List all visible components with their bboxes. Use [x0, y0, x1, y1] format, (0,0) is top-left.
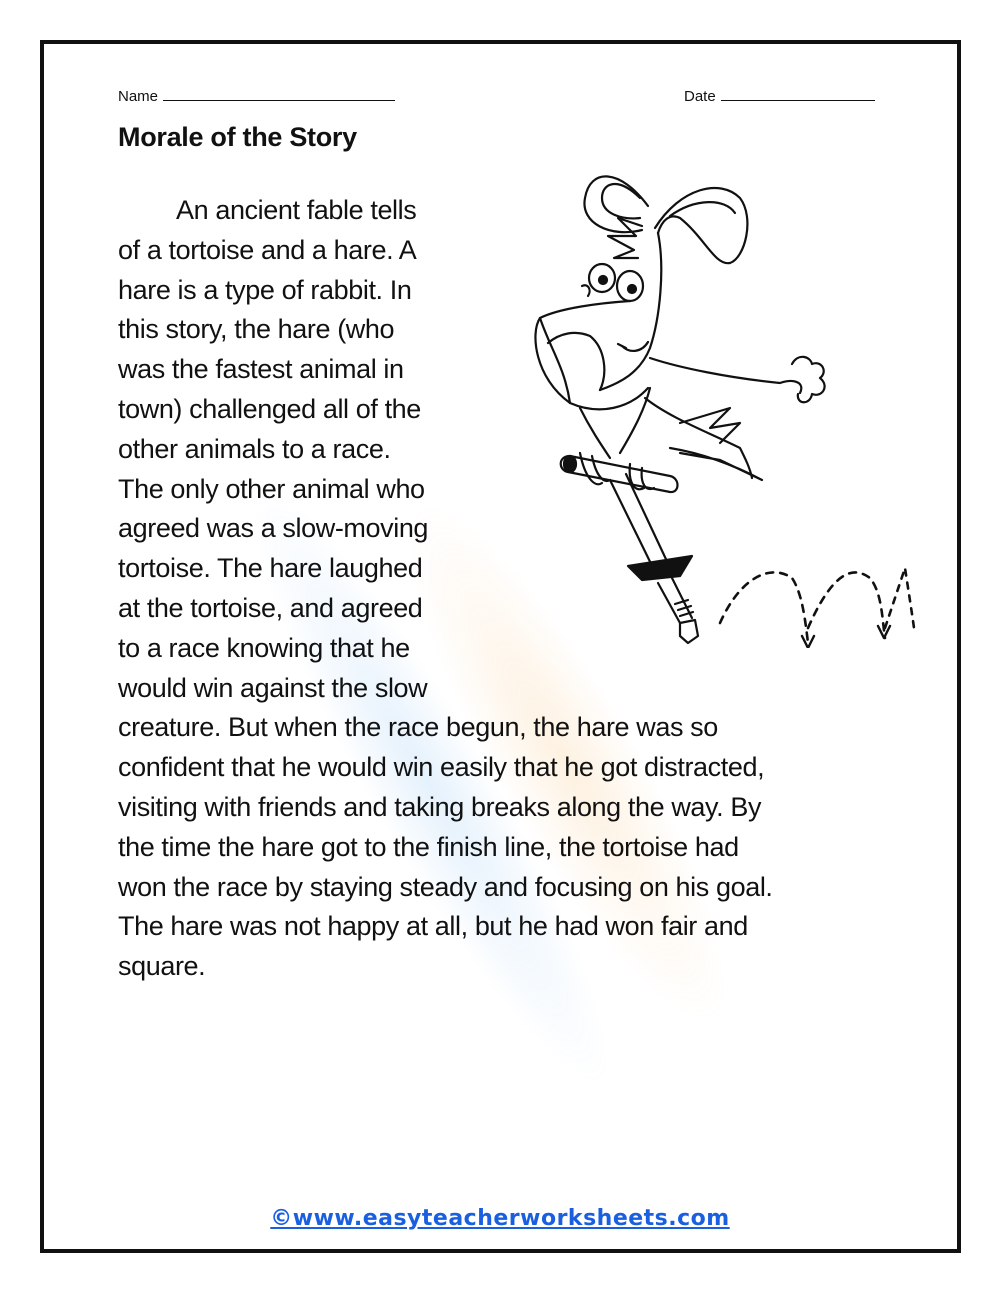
copyright-website-link[interactable]: ©www.easyteacherworksheets.com: [270, 1206, 730, 1231]
story-line: at the tortoise, and agreed: [118, 592, 423, 623]
story-line: was the fastest animal in: [118, 354, 404, 385]
story-line: tortoise. The hare laughed: [118, 553, 423, 584]
rabbit-on-pogo-stick-icon: [530, 158, 930, 648]
story-line: town) challenged all of the: [118, 393, 421, 424]
story-line: The only other animal who: [118, 473, 425, 504]
date-blank-line[interactable]: [721, 86, 875, 101]
story-line: won the race by staying steady and focusing on his goal.: [118, 871, 773, 902]
story-line: would win against the slow: [118, 672, 428, 703]
date-label: Date: [684, 88, 716, 105]
story-line: this story, the hare (who: [118, 314, 395, 345]
name-field[interactable]: [118, 86, 395, 105]
story-line: An ancient fable tells: [176, 195, 417, 225]
name-label: Name: [118, 88, 159, 105]
worksheet-title: Morale of the Story: [118, 122, 357, 152]
footer: [0, 1206, 1000, 1231]
story-line: square.: [118, 951, 206, 982]
story-line: the time the hare got to the finish line, the tortoise had: [118, 831, 739, 862]
story-line: hare is a type of rabbit. In: [118, 274, 412, 305]
story-line: of a tortoise and a hare. A: [118, 234, 417, 265]
story-line: agreed was a slow-moving: [118, 513, 429, 544]
story-line: The hare was not happy at all, but he had won fair and: [118, 911, 748, 942]
story-line: confident that he would win easily that he got distracted,: [118, 752, 765, 783]
story-line: visiting with friends and taking breaks along the way. By: [118, 791, 762, 822]
story-line: other animals to a race.: [118, 433, 391, 464]
name-blank-line[interactable]: [163, 86, 395, 101]
date-field[interactable]: [684, 86, 875, 105]
story-line: to a race knowing that he: [118, 632, 410, 663]
story-line: creature. But when the race begun, the hare was so: [118, 712, 718, 743]
